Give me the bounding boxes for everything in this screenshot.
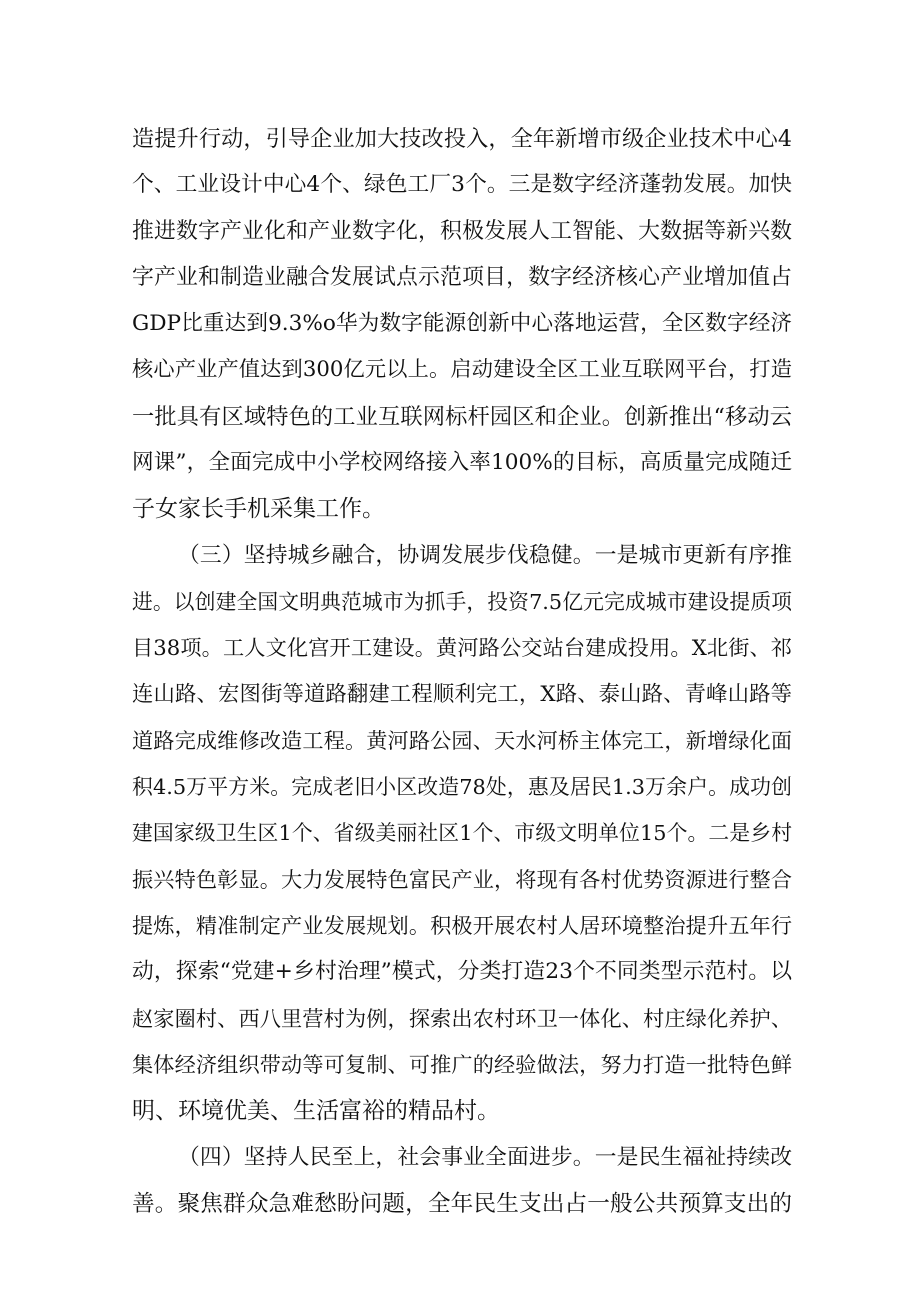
text-line: 建国家级卫生区1个、省级美丽社区1个、市级文明单位15个。二是乡村 xyxy=(132,821,792,846)
text-line: 子女家长手机采集工作。 xyxy=(132,496,385,523)
paragraph-digital-economy xyxy=(132,116,792,533)
text-line: 网课”，全面完成中小学校网络接入率100%的目标，高质量完成随迁 xyxy=(132,450,792,476)
paragraph-heading-line: （三）坚持城乡融合，协调发展步伐稳健。一是城市更新有序推 xyxy=(178,542,792,568)
text-line: 道路完成维修改造工程。黄河路公园、天水河桥主体完工，新增绿化面 xyxy=(132,727,792,753)
paragraph-urban-rural xyxy=(132,533,792,1135)
text-line: 动，探索“党建+乡村治理”模式，分类打造23个不同类型示范村。以 xyxy=(132,959,792,985)
text-line: 提炼，精准制定产业发展规划。积极开展农村人居环境整治提升五年行 xyxy=(132,913,792,939)
text-line: 一批具有区域特色的工业互联网标杆园区和企业。创新推出“移动云 xyxy=(132,403,792,430)
document-body xyxy=(132,116,792,1227)
text-line: 振兴特色彰显。大力发展特色富民产业，将现有各村优势资源进行整合 xyxy=(132,866,792,892)
text-line: 进。以创建全国文明典范城市为抓手，投资7.5亿元完成城市建设提质项 xyxy=(132,589,792,614)
text-line: 集体经济组织带动等可复制、可推广的经验做法，努力打造一批特色鲜 xyxy=(132,1051,792,1077)
text-line: 善。聚焦群众急难愁盼问题，全年民生支出占一般公共预算支出的 xyxy=(132,1190,792,1217)
text-line: 字产业和制造业融合发展试点示范项目，数字经济核心产业增加值占 xyxy=(132,264,792,290)
text-line: 推进数字产业化和产业数字化，积极发展人工智能、大数据等新兴数 xyxy=(132,218,792,244)
text-line: 赵家圈村、西八里营村为例，探索出农村环卫一体化、村庄绿化养护、 xyxy=(132,1005,792,1031)
text-line: GDP比重达到9.3%o华为数字能源创新中心落地运营，全区数字经济 xyxy=(132,311,792,337)
text-line: 造提升行动，引导企业加大技改投入，全年新增市级企业技术中心4 xyxy=(132,126,792,152)
text-line: 核心产业产值达到300亿元以上。启动建设全区工业互联网平台，打造 xyxy=(132,357,792,383)
text-line: 积4.5万平方米。完成老旧小区改造78处，惠及居民1.3万余户。成功创 xyxy=(132,775,792,800)
text-line: 连山路、宏图街等道路翻建工程顺利完工，X路、泰山路、青峰山路等 xyxy=(132,681,792,707)
paragraph-heading-line: （四）坚持人民至上，社会事业全面进步。一是民生福祉持续改 xyxy=(178,1144,792,1170)
text-line: 目38项。工人文化宫开工建设。黄河路公交站台建成投用。X北街、祁 xyxy=(132,635,792,661)
text-line: 个、工业设计中心4个、绿色工厂3个。三是数字经济蓬勃发展。加快 xyxy=(132,172,792,198)
paragraph-people-livelihood xyxy=(132,1135,792,1228)
text-line: 明、环境优美、生活富裕的精品村。 xyxy=(132,1098,500,1125)
